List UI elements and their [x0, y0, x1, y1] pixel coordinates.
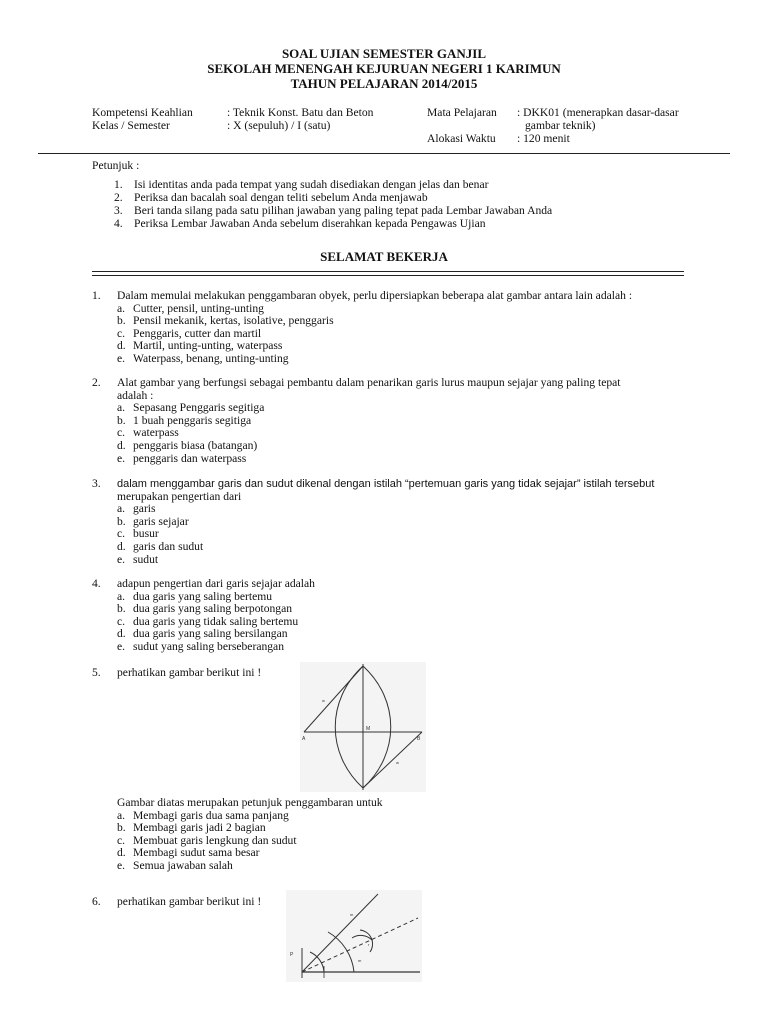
- svg-text:B: B: [417, 736, 421, 742]
- exam-meta: [92, 106, 732, 145]
- option-e: e. sudut yang saling berseberangan: [117, 639, 284, 653]
- option-e: e. sudut: [117, 552, 159, 566]
- mapel-value-cont: gambar teknik): [525, 119, 596, 132]
- option-list: [92, 591, 692, 654]
- instruction-list: [108, 178, 552, 230]
- option-list: [92, 810, 692, 873]
- mapel-label: Mata Pelajaran: [427, 106, 497, 119]
- question-text: adapun pengertian dari garis sejajar adalah: [117, 577, 315, 590]
- mapel-value: : DKK01 (menerapkan dasar-dasar: [517, 106, 679, 119]
- kompetensi-value: : Teknik Konst. Batu dan Beton: [227, 106, 374, 119]
- alokasi-value: : 120 menit: [517, 132, 570, 145]
- svg-text:A: A: [302, 736, 306, 742]
- line-bisector-figure: [300, 662, 426, 792]
- question-text: Gambar diatas merupakan petunjuk penggambaran untuk: [117, 796, 383, 809]
- svg-text:P: P: [290, 952, 294, 958]
- svg-text:m: m: [350, 912, 354, 917]
- option-a: a. Sepasang Penggaris segitiga: [117, 401, 265, 415]
- option-d: d. Membagi sudut sama besar: [117, 846, 260, 860]
- question-number: 3.: [92, 477, 101, 490]
- option-c: c. Penggaris, cutter dan martil: [117, 326, 262, 340]
- option-e: e. penggaris dan waterpass: [117, 451, 247, 465]
- question-number: 5.: [92, 666, 101, 679]
- selamat-bekerja-heading: SELAMAT BEKERJA: [320, 249, 448, 264]
- option-d: d. Martil, unting-unting, waterpass: [117, 339, 283, 353]
- petunjuk-title: Petunjuk :: [92, 159, 140, 172]
- question-text: Alat gambar yang berfungsi sebagai pembantu dalam penarikan garis lurus maupun sejajar yang paling tepat adalah :: [117, 376, 621, 402]
- svg-text:M: M: [366, 726, 371, 732]
- question-text: perhatikan gambar berikut ini !: [117, 895, 262, 908]
- option-b: b. dua garis yang saling berpotongan: [117, 602, 293, 616]
- option-d: d. dua garis yang saling bersilangan: [117, 627, 288, 641]
- option-a: a. Cutter, pensil, unting-unting: [117, 301, 264, 315]
- option-c: c. waterpass: [117, 426, 179, 440]
- kompetensi-label: Kompetensi Keahlian: [92, 106, 193, 119]
- alokasi-label: Alokasi Waktu: [427, 132, 496, 145]
- line-bisector-construction-icon: [300, 662, 426, 792]
- option-c: c. Membuat garis lengkung dan sudut: [117, 833, 297, 847]
- option-b: b. 1 buah penggaris segitiga: [117, 413, 252, 427]
- option-c: c. dua garis yang tidak saling bertemu: [117, 614, 299, 628]
- double-divider: [92, 271, 684, 276]
- option-list: [92, 503, 692, 566]
- question-2: [92, 377, 692, 465]
- svg-text:r: r: [368, 942, 370, 947]
- angle-bisector-construction-icon: [286, 890, 422, 982]
- option-d: d. penggaris biasa (batangan): [117, 438, 258, 452]
- option-a: a. Membagi garis dua sama panjang: [117, 808, 289, 822]
- kelas-value: : X (sepuluh) / I (satu): [227, 119, 331, 132]
- option-c: c. busur: [117, 527, 159, 541]
- school-name: SEKOLAH MENENGAH KEJURUAN NEGERI 1 KARIMUN: [207, 61, 561, 76]
- exam-header: [0, 46, 768, 91]
- kelas-label: Kelas / Semester: [92, 119, 170, 132]
- academic-year: TAHUN PELAJARAN 2014/2015: [290, 76, 478, 91]
- instruction-item: 1. Isi identitas anda pada tempat yang sudah disediakan dengan jelas dan benar: [114, 178, 489, 191]
- option-list: [92, 303, 692, 366]
- option-e: e. Semua jawaban salah: [117, 858, 233, 872]
- question-1: [92, 290, 692, 366]
- question-number: 1.: [92, 289, 101, 302]
- instruction-item: 2. Periksa dan bacalah soal dengan teliti sebelum Anda menjawab: [114, 191, 428, 204]
- option-b: b. Pensil mekanik, kertas, isolative, penggaris: [117, 314, 334, 328]
- question-number: 4.: [92, 577, 101, 590]
- angle-bisector-figure: [286, 890, 422, 982]
- option-list: [92, 402, 692, 465]
- header-divider: [38, 153, 730, 154]
- question-4: [92, 578, 692, 654]
- question-text: perhatikan gambar berikut ini !: [117, 666, 262, 679]
- option-a: a. garis: [117, 502, 156, 516]
- option-d: d. garis dan sudut: [117, 539, 204, 553]
- svg-text:w: w: [322, 698, 325, 703]
- option-a: a. dua garis yang saling bertemu: [117, 589, 273, 603]
- instruction-item: 3. Beri tanda silang pada satu pilihan jawaban yang paling tepat pada Lembar Jawaban Anda: [114, 204, 553, 217]
- svg-text:w: w: [396, 760, 399, 765]
- svg-text:m: m: [358, 958, 362, 963]
- option-e: e. Waterpass, benang, unting-unting: [117, 351, 289, 365]
- question-3: [92, 478, 692, 566]
- option-b: b. Membagi garis jadi 2 bagian: [117, 821, 266, 835]
- question-5-followup: [92, 797, 692, 873]
- instruction-item: 4. Periksa Lembar Jawaban Anda sebelum diserahkan kepada Pengawas Ujian: [114, 217, 486, 230]
- question-text: dalam menggambar garis dan sudut dikenal dengan istilah “pertemuan garis yang tidak sejajar” istilah tersebut merupakan pengertian dari: [117, 478, 655, 503]
- question-number: 6.: [92, 895, 101, 908]
- option-b: b. garis sejajar: [117, 514, 189, 528]
- question-text: Dalam memulai melakukan penggambaran obyek, perlu dipersiapkan beberapa alat gambar antara lain adalah :: [117, 289, 633, 302]
- exam-title: SOAL UJIAN SEMESTER GANJIL: [281, 46, 487, 61]
- question-number: 2.: [92, 376, 101, 389]
